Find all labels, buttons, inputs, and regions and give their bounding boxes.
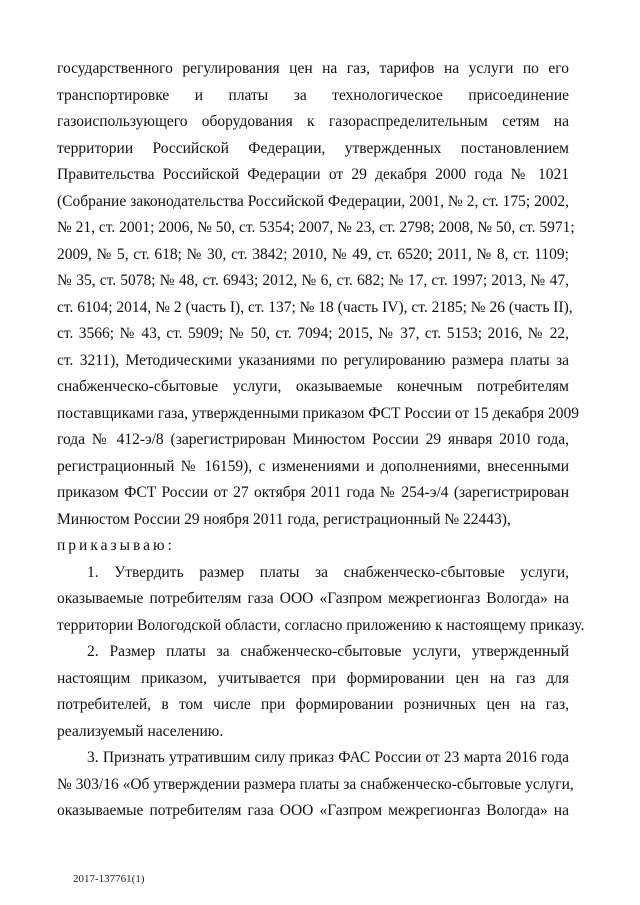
preamble-line: ст. 3566; № 43, ст. 5909; № 50, ст. 7094; 2015, № 37, ст. 5153; 2016, № 22, — [57, 325, 569, 342]
preamble-line: Правительства Российской Федерации от 29 декабря 2000 года № 1021 — [57, 166, 569, 183]
item-3-line: 3. Признать утратившим силу приказ ФАС России от 23 марта 2016 года — [87, 749, 569, 766]
item-2-line: настоящим приказом, учитывается при формировании цен на газ для — [57, 669, 569, 687]
preamble-line: приказом ФСТ России от 27 октября 2011 года № 254-э/4 (зарегистрирован — [57, 484, 569, 501]
item-2-line: 2. Размер платы за снабженческо-сбытовые услуги, утвержденный — [87, 643, 569, 660]
document-body — [57, 56, 585, 825]
order-word: приказываю: — [57, 537, 175, 554]
preamble-line: года № 412-э/8 (зарегистрирован Минюстом России 29 января 2010 года, — [57, 431, 569, 448]
preamble-line: государственного регулирования цен на газ, тарифов на услуги по его — [57, 60, 569, 77]
preamble-line: ст. 6104; 2014, № 2 (часть I), ст. 137; № 18 (часть IV), ст. 2185; № 26 (часть II), — [57, 298, 573, 316]
preamble-line: поставщиками газа, утвержденными приказом ФСТ России от 15 декабря 2009 — [57, 404, 580, 422]
preamble-line: регистрационный № 16159), с изменениями и дополнениями, внесенными — [57, 457, 569, 475]
item-3-line: оказываемые потребителям газа ООО «Газпром межрегионгаз Вологда» на — [57, 802, 569, 819]
item-2-line: потребителей, в том числе при формировании розничных цен на газ, — [57, 696, 569, 713]
item-1-line: оказываемые потребителям газа ООО «Газпром межрегионгаз Вологда» на — [57, 590, 569, 607]
preamble-line: газоиспользующего оборудования к газораспределительным сетям на — [57, 113, 569, 130]
preamble-line: Минюстом России 29 ноября 2011 года, регистрационный № 22443), — [57, 510, 511, 528]
item-2-line: реализуемый населению. — [57, 722, 224, 740]
preamble-line: ст. 3211), Методическими указаниями по регулированию размера платы за — [57, 351, 569, 369]
document-number-footer: 2017-137761(1) — [73, 873, 145, 885]
preamble-line: территории Российской Федерации, утвержденных постановлением — [57, 139, 569, 157]
preamble-line: транспортировке и платы за технологическое присоединение — [57, 86, 569, 104]
preamble-line: снабженческо-сбытовые услуги, оказываемые конечным потребителям — [57, 378, 569, 395]
item-1-line: территории Вологодской области, согласно приложению к настоящему приказу. — [57, 616, 585, 634]
item-1-line: 1. Утвердить размер платы за снабженческо-сбытовые услуги, — [87, 563, 569, 581]
preamble-line: № 35, ст. 5078; № 48, ст. 6943; 2012, № 6, ст. 682; № 17, ст. 1997; 2013, № 47, — [57, 272, 569, 289]
preamble-line: (Собрание законодательства Российской Федерации, 2001, № 2, ст. 175; 2002, — [57, 192, 569, 210]
item-3-line: № 303/16 «Об утверждении размера платы за снабженческо-сбытовые услуги, — [57, 775, 574, 793]
preamble-line: 2009, № 5, ст. 618; № 30, ст. 3842; 2010, № 49, ст. 6520; 2011, № 8, ст. 1109; — [57, 245, 569, 263]
preamble-line: № 21, ст. 2001; 2006, № 50, ст. 5354; 2007, № 23, ст. 2798; 2008, № 50, ст. 5971; — [57, 219, 575, 236]
